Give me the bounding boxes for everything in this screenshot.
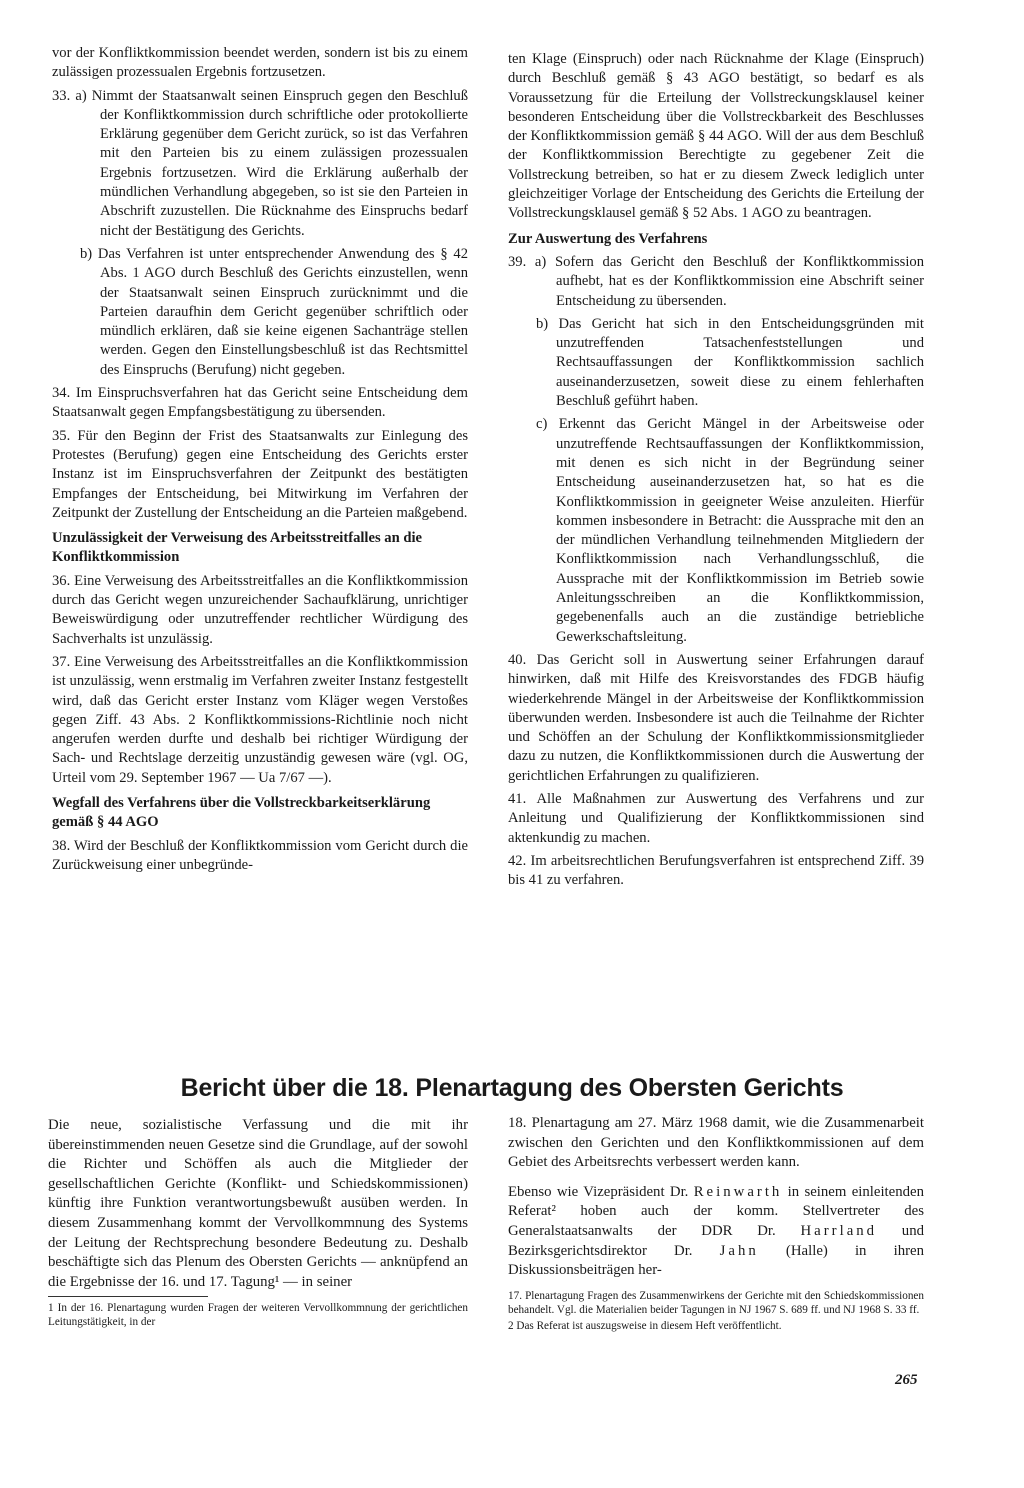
report-title: Bericht über die 18. Plenartagung des Obersten Gerichts [180,1074,844,1102]
footnote-divider [48,1296,208,1297]
report-paragraph-3-part-d: (Halle) in ihren Diskussionsbeiträgen her- [508,1242,924,1279]
report-paragraph-3-part-b: in seinem einleitenden Referat² hoben auch der komm. Stellvertreter des Generalstaatsanwalts der DDR Dr. [508,1183,924,1239]
report-paragraph-3-part-c: und Bezirksgerichtsdirektor Dr. [508,1222,924,1259]
paragraph-41: 41. Alle Maßnahmen zur Auswertung des Verfahrens und zur Anleitung und Qualifizierung der Konfliktkommissionen sind aktenkundig zu machen. [508,790,924,846]
name-harrland: Harrland [800,1222,878,1239]
report-right-column [508,1114,924,1335]
report-paragraph-3 [508,1183,924,1281]
paragraph-35: 35. Für den Beginn der Frist des Staatsanwalts zur Einlegung des Protestes (Berufung) gegen eine Entscheidung des Gerichts erster Instanz ist im Einspruchsverfahren der Zeitpunkt des bestätigten Empfanges der Entscheidung, bei Mitwirkung im Verfahren der Zeitpunkt der Zustellung der Entscheidung an die Parteien maßgebend. [52,427,468,521]
name-jahn: Jahn [719,1242,759,1259]
report-paragraph-3-part-a: Ebenso wie Vizepräsident Dr. [508,1183,694,1200]
paragraph-intro: vor der Konfliktkommission beendet werden, sondern ist bis zu einem zulässigen prozessualen Ergebnis fortzusetzen. [52,45,468,81]
footnote-1-continued: 17. Plenartagung Fragen des Zusammenwirkens der Gerichte mit den Schiedskommissionen behandelt. Vgl. die Materialien beider Tagungen in NJ 1967 S. 689 ff. und NJ 1968 S. 33 ff. [508,1289,924,1316]
report-paragraph-2: 18. Plenartagung am 27. März 1968 damit, wie die Zusammenarbeit zwischen den Gerichten und den Konfliktkommissionen auf dem Gebiet des Arbeitsrechts verbessert werden kann. [508,1115,924,1171]
paragraph-33a: 33. a) Nimmt der Staatsanwalt seinen Einspruch gegen den Beschluß der Konfliktkommission durch schriftliche oder protokollierte Erklärung gegenüber dem Gericht zurück, so ist das Verfahren mit den Parteien bis zu einem zulässigen prozessualen Ergebnis fortzusetzen. Wird die Erklärung außerhalb der mündlichen Verhandlung abgegeben, so ist sie den Parteien in Abschrift zuzustellen. Die Rücknahme des Einspruchs bedarf nicht der Bestätigung des Gerichts. [52,87,468,239]
section-heading-unzulaessigkeit: Unzulässigkeit der Verweisung des Arbeitsstreitfalles an die Konfliktkommission [52,530,422,566]
paragraph-39b: b) Das Gericht hat sich in den Entscheidungsgründen mit unzutreffenden Tatsachenfeststellungen und Rechtsauffassungen der Konfliktkommission sachlich auseinanderzusetzen, soweit diese zu einem fehlerhaften Beschluß geführt haben. [536,315,924,410]
name-reinwarth: Reinwarth [693,1183,783,1200]
left-column [52,44,468,879]
paragraph-34: 34. Im Einspruchsverfahren hat das Gericht seine Entscheidung dem Staatsanwalt gegen Empfangsbestätigung zu übersenden. [52,385,468,421]
report-left-column [48,1116,468,1331]
paragraph-37: 37. Eine Verweisung des Arbeitsstreitfalles an die Konfliktkommission ist unzulässig, wenn erstmalig im Verfahren zweiter Instanz festgestellt wird, daß das Gericht erster Instanz vom Kläger wegen Verstoßes gegen Ziff. 43 Abs. 2 Konfliktkommissions-Richtlinie noch nicht angerufen werden durfte und deshalb bei richtiger Würdigung der Sach- und Rechtslage derzeitig unzuständig gewesen wäre (vgl. OG, Urteil vom 29. September 1967 — Ua 7/67 —). [52,653,468,786]
right-column [508,50,924,894]
section-heading-auswertung: Zur Auswertung des Verfahrens [508,230,708,247]
paragraph-39a: 39. a) Sofern das Gericht den Beschluß der Konfliktkommission aufhebt, hat es der Konfliktkommission eine Abschrift seiner Entscheidung zu übersenden. [508,253,924,309]
page-number: 265 [895,1372,918,1388]
footnote-2: 2 Das Referat ist auszugsweise in diesem Heft veröffentlicht. [508,1319,782,1332]
section-heading-wegfall: Wegfall des Verfahrens über die Vollstreckbarkeitserklärung gemäß § 44 AGO [52,794,431,831]
footnote-1: 1 In der 16. Plenartagung wurden Fragen der weiteren Vervollkommnung der gerichtlichen Leitungstätigkeit, in der [48,1302,468,1329]
paragraph-39c: c) Erkennt das Gericht Mängel in der Arbeitsweise oder unzutreffende Rechtsauffassungen der Konfliktkommission, mit denen es sich nicht in der Begründung seiner Entscheidung auseinanderzusetzen hat, so hat es die Konfliktkommission in geeigneter Weise anzuleiten. Hierfür kommen insbesondere in Betracht: die Aussprache mit den an der mündlichen Verhandlung teilnehmenden Mitgliedern der Konfliktkommission nach Verhandlungsschluß, die Aussprache mit der Konfliktkommission im Betrieb sowie Anleitungsschreiben an die Konfliktkommission, gegebenenfalls auch an die zuständige betriebliche Gewerkschaftsleitung. [536,416,924,645]
paragraph-42: 42. Im arbeitsrechtlichen Berufungsverfahren ist entsprechend Ziff. 39 bis 41 zu verfahren. [508,852,924,889]
paragraph-40: 40. Das Gericht soll in Auswertung seiner Erfahrungen darauf hinwirken, daß mit Hilfe des Kreisvorstandes des FDGB häufig wiederkehrende Mängel in der Arbeitsweise der Konfliktkommission überwunden werden. Insbesondere ist auch die Teilnahme der Richter und Schöffen an der Schulung der Konfliktkommissionsmitglieder dazu zu nutzen, die Konfliktkommissionen durch die Auswertung der gerichtlichen Erfahrungen zu qualifizieren. [508,651,924,784]
paragraph-33b: b) Das Verfahren ist unter entsprechender Anwendung des § 42 Abs. 1 AGO durch Beschluß des Gerichts einzustellen, wenn der Staatsanwalt seinen Einspruch zurücknimmt und die Parteien daraufhin dem Gericht gegenüber schriftlich oder mündlich erklären, daß sie keine eigenen Sachanträge stellen werden. Gegen den Einstellungsbeschluß ist das Rechtsmittel des Einspruchs (Berufung) nicht gegeben. [80,245,468,378]
paragraph-36: 36. Eine Verweisung des Arbeitsstreitfalles an die Konfliktkommission durch das Gericht wegen unzureichender Sachaufklärung, unrichtiger Beweiswürdigung oder unzutreffender rechtlicher Würdigung des Sachverhalts ist unzulässig. [52,572,468,647]
paragraph-38-continued: ten Klage (Einspruch) oder nach Rücknahme der Klage (Einspruch) durch Beschluß gemäß § 43 AGO bestätigt, so bedarf es als Voraussetzung für die Erteilung der Vollstreckungsklausel keiner besonderen Entscheidung über die Vollstreckbarkeit des Beschlusses der Konfliktkommission gemäß § 44 AGO. Will der aus dem Beschluß der Konfliktkommission Berechtigte zu gegebener Zeit die Vollstreckung betreiben, so hat er zu diesem Zweck lediglich unter gleichzeitiger Vorlage der Entscheidung des Gerichts die Erteilung der Vollstreckungsklausel gemäß § 52 Abs. 1 AGO zu beantragen. [508,51,924,222]
paragraph-38: 38. Wird der Beschluß der Konfliktkommission vom Gericht durch die Zurückweisung einer unbegründe- [52,837,468,873]
report-paragraph-1: Die neue, sozialistische Verfassung und die mit ihr übereinstimmenden neuen Gesetze sind die Grundlage, auf der sowohl die Richter und Schöffen als auch die Mitglieder der gesellschaftlichen Gerichte (Konflikt- und Schiedskommissionen) künftig ihre Funktion verantwortungsbewußt ausüben werden. In diesem Zusammenhang kommt der Vervollkommnung des Systems der Leitung der Rechtsprechung besondere Bedeutung zu. Deshalb beschäftigte sich das Plenum des Obersten Gerichts — anknüpfend an die Ergebnisse der 16. und 17. Tagung¹ — in seiner [48,1117,468,1290]
